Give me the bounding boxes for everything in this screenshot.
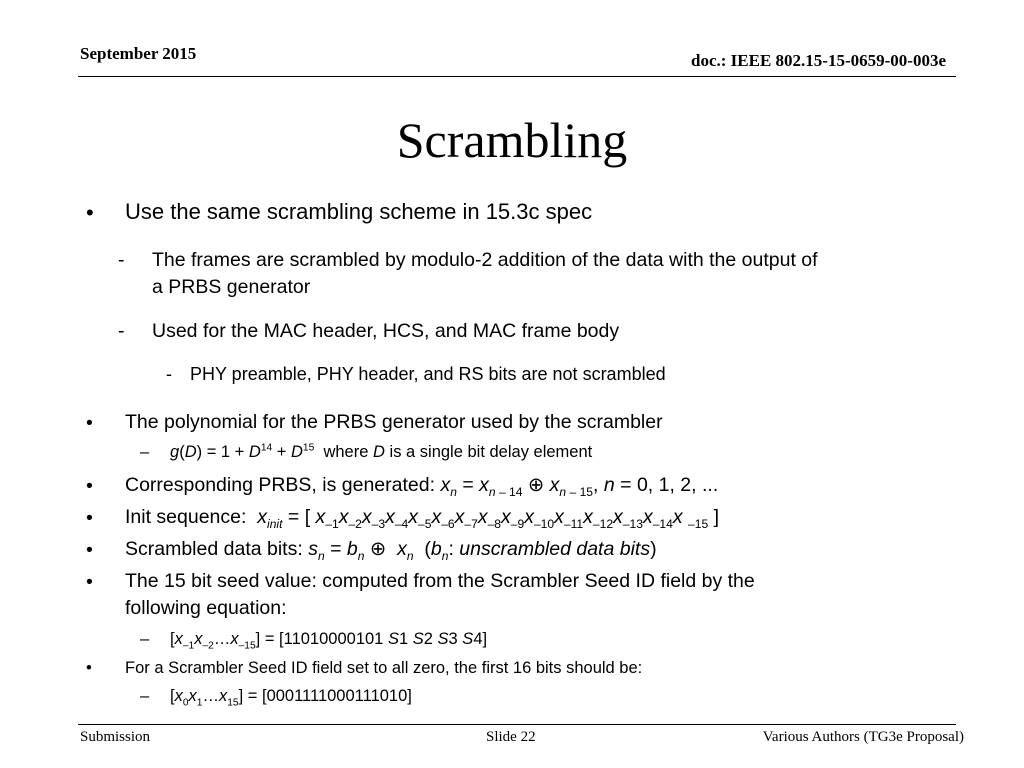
bullet-dot: •: [86, 507, 93, 529]
sub-bullet-dash: –: [140, 443, 150, 461]
bullet-dot: •: [86, 200, 94, 225]
bullet-dot: •: [86, 539, 93, 561]
bullet-1-sub-1: The frames are scrambled by modulo-2 addition of the data with the output of: [152, 249, 818, 271]
bullet-dot: •: [86, 571, 93, 593]
prbs-equation: Corresponding PRBS, is generated: $x_n = x_{n - 14}$ ⊕ $x_{n - 15}$, n = 0, 1, 2, ...: [125, 474, 719, 499]
bullet-dot: •: [86, 412, 93, 434]
polynomial-equation: $g(D) = 1 + D^{14} + D^{15}$ where D is a single bit delay element: [170, 442, 593, 461]
sub-sub-bullet-dash: -: [166, 364, 172, 384]
bullet-2-text: The polynomial for the PRBS generator used by the scrambler: [125, 411, 663, 433]
footer-submission: Submission: [80, 729, 151, 745]
header-doc-id: doc.: IEEE 802.15-15-0659-00-003e: [691, 51, 946, 70]
sub-bullet-dash: -: [118, 249, 125, 271]
sub-bullet-dash: –: [140, 630, 150, 648]
header-date: September 2015: [80, 44, 197, 63]
bullet-1-sub-2-sub: PHY preamble, PHY header, and RS bits are not scrambled: [190, 364, 666, 384]
scrambled-bits-equation: Scrambled data bits: $s_n = b_n$ ⊕ $x_n$ ($b_n$: unscrambled data bits): [125, 538, 657, 563]
bullet-7-text: For a Scrambler Seed ID field set to all zero, the first 16 bits should be:: [125, 659, 643, 677]
footer-authors: Various Authors (TG3e Proposal): [762, 729, 964, 745]
slide-title: Scrambling: [396, 112, 628, 168]
bullet-1-text: Use the same scrambling scheme in 15.3c spec: [125, 199, 593, 224]
header-rule: [78, 76, 956, 77]
bullet-1-sub-2: Used for the MAC header, HCS, and MAC frame body: [152, 320, 620, 342]
footer-rule: [78, 724, 956, 725]
bullet-dot: •: [86, 659, 92, 677]
bullet-6-text: The 15 bit seed value: computed from the Scrambler Seed ID field by the: [125, 570, 755, 592]
init-sequence: Init sequence: $x_{init}$ = [ $x_{-1}x_{-2}x_{-3}x_{-4}x_{-5}x_{-6}x_{-7}x_{-8}x_{-9}x_{-10}x_{-11}x_{-12}x_{-13}x_{-14}x$ $_{-15}$ ]: [125, 506, 720, 531]
footer-slide-number: Slide 22: [486, 729, 536, 745]
first-bits-equation: $[x_0x_1\dots x_{15}] = [0001111000111010]$: [170, 687, 412, 709]
sub-bullet-dash: -: [118, 320, 125, 342]
seed-equation: $[x_{-1}x_{-2}\dots x_{-15}] = [11010000101$ S1 S2 S3 S4]: [170, 630, 488, 652]
bullet-dot: •: [86, 475, 93, 497]
sub-bullet-dash: –: [140, 687, 150, 705]
bullet-1-sub-1-cont: a PRBS generator: [152, 276, 311, 298]
bullet-6-text-cont: following equation:: [125, 597, 287, 619]
